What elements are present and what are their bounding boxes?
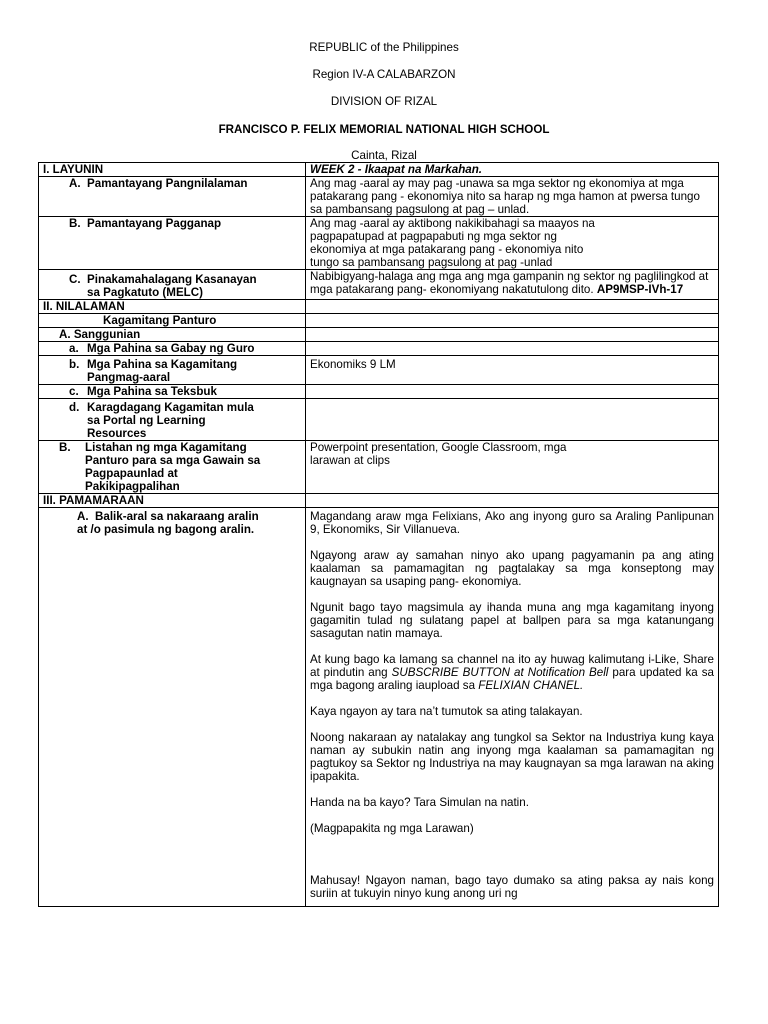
nilalaman-label: II. NILALAMAN xyxy=(39,300,306,314)
kagamitan-value xyxy=(306,314,719,328)
listahan-value: Powerpoint presentation, Google Classroom, mga larawan at clips xyxy=(306,441,719,494)
header-location: Cainta, Rizal xyxy=(351,149,417,162)
karagdagang-label: d. Karagdagang Kagamitan mula sa Portal ng Learning Resources xyxy=(69,401,254,440)
paragraph-tumutok: Kaya ngayon ay tara na’t tumutok sa ating talakayan. xyxy=(310,705,583,718)
melc-text: Nabibigyang-halaga ang mga ang mga gampanin ng sektor ng paglilingkod at mga patakarang pang- ekonomiyang nakatutulong dito. AP9MSP-IVh-17 xyxy=(306,270,719,300)
table-row-nilalaman xyxy=(39,300,719,314)
gabay-label: a. Mga Pahina sa Gabay ng Guro xyxy=(69,342,255,355)
table-row-sanggunian xyxy=(39,328,719,342)
melc-code: AP9MSP-IVh-17 xyxy=(596,283,684,296)
teksbuk-value xyxy=(306,385,719,399)
table-row-listahan xyxy=(39,441,719,494)
pamamaraan-label: III. PAMAMARAAN xyxy=(39,494,306,508)
week-label: WEEK 2 - Ikaapat na Markahan. xyxy=(306,163,719,177)
header-division: DIVISION OF RIZAL xyxy=(330,95,438,108)
table-row-pangnilalaman xyxy=(39,177,719,217)
table-row-pagganap xyxy=(39,217,719,270)
pangnilalaman-label: A. Pamantayang Pangnilalaman xyxy=(69,177,248,190)
sanggunian-label: A. Sanggunian xyxy=(59,328,141,341)
pangmag-aaral-value: Ekonomiks 9 LM xyxy=(306,356,719,385)
melc-label: C. Pinakamahalagang Kasanayan sa Pagkatuto (MELC) xyxy=(69,273,257,299)
paragraph-subscribe: At kung bago ka lamang sa channel na ito ay huwag kalimutang i-Like, Share at pindutin ang SUBSCRIBE BUTTON at Notification Bell para updated ka sa mga bagong araling iaupload sa FELIXIAN CHANEL. xyxy=(310,653,714,692)
paragraph-larawan: (Magpapakita ng mga Larawan) xyxy=(310,822,474,835)
balik-aral-content xyxy=(306,508,719,907)
pagganap-label: B. Pamantayang Pagganap xyxy=(69,217,222,230)
header-republic: REPUBLIC of the Philippines xyxy=(309,41,459,54)
pamamaraan-value xyxy=(306,494,719,508)
table-row-pamamaraan xyxy=(39,494,719,508)
paragraph-handa: Handa na ba kayo? Tara Simulan na natin. xyxy=(310,796,529,809)
table-row-teksbuk xyxy=(39,385,719,399)
listahan-label: B. Listahan ng mga Kagamitang Panturo para sa mga Gawain sa Pagpapaunlad at Pakikipagpalihan xyxy=(59,441,261,493)
header-school-name: FRANCISCO P. FELIX MEMORIAL NATIONAL HIGH SCHOOL xyxy=(218,123,550,136)
karagdagang-value xyxy=(306,399,719,441)
paragraph-nakaraan: Noong nakaraan ay natalakay ang tungkol sa Sektor na Industriya kung kaya naman ay subukin natin ang inyong mga kaalaman sa pamamagitan ng pagtukoy sa Sektor ng Industriya na may kaugnayan sa mga larawan na aking ipapakita. xyxy=(310,731,714,783)
lesson-plan-table xyxy=(38,162,719,907)
sanggunian-value xyxy=(306,328,719,342)
table-row-balik-aral xyxy=(39,508,719,907)
table-row-karagdagang xyxy=(39,399,719,441)
header-region: Region IV-A CALABARZON xyxy=(312,68,456,81)
paragraph-materials: Ngunit bago tayo magsimula ay ihanda muna ang mga kagamitang inyong gagamitin tulad ng sulatang papel at ballpen para sa mga katanungang sasagutan natin mamaya. xyxy=(310,601,714,640)
pagganap-text: Ang mag -aaral ay aktibong nakikibahagi sa maayos na pagpapatupad at pagpapabuti ng mga sektor ng ekonomiya at mga patakarang pang - ekonomiya nito tungo sa pambansang pagsulong at pag -unlad xyxy=(306,217,719,270)
paragraph-mahusay: Mahusay! Ngayon naman, bago tayo dumako sa ating paksa ay nais kong suriin at tukuyin ninyo kung anong uri ng xyxy=(310,874,714,900)
pangmag-aaral-label: b. Mga Pahina sa Kagamitang Pangmag-aaral xyxy=(69,358,238,384)
kagamitan-label: Kagamitang Panturo xyxy=(103,314,217,327)
nilalaman-value xyxy=(306,300,719,314)
layunin-label: I. LAYUNIN xyxy=(39,163,306,177)
table-row-kagamitan xyxy=(39,314,719,328)
gabay-value xyxy=(306,342,719,356)
paragraph-intro: Ngayong araw ay samahan ninyo ako upang pagyamanin pa ang ating kaalaman sa pamamagitan ng pagtalakay sa mga konseptong may kaugnayan sa usaping pang- ekonomiya. xyxy=(310,549,714,588)
table-row-layunin xyxy=(39,163,719,177)
table-row-melc xyxy=(39,270,719,300)
teksbuk-label: c. Mga Pahina sa Teksbuk xyxy=(69,385,217,398)
table-row-gabay xyxy=(39,342,719,356)
paragraph-greeting: Magandang araw mga Felixians, Ako ang inyong guro sa Araling Panlipunan 9, Ekonomiks, Sir Villanueva. xyxy=(310,510,714,536)
pangnilalaman-text: Ang mag -aaral ay may pag -unawa sa mga sektor ng ekonomiya at mga patakarang pang - ekonomiya nito sa harap ng mga hamon at pwersa tungo sa pambansang pagsulong at pag – unlad. xyxy=(306,177,719,217)
balik-aral-label: A. Balik-aral sa nakaraang aralin at /o pasimula ng bagong aralin. xyxy=(77,510,259,536)
table-row-pangmag-aaral xyxy=(39,356,719,385)
